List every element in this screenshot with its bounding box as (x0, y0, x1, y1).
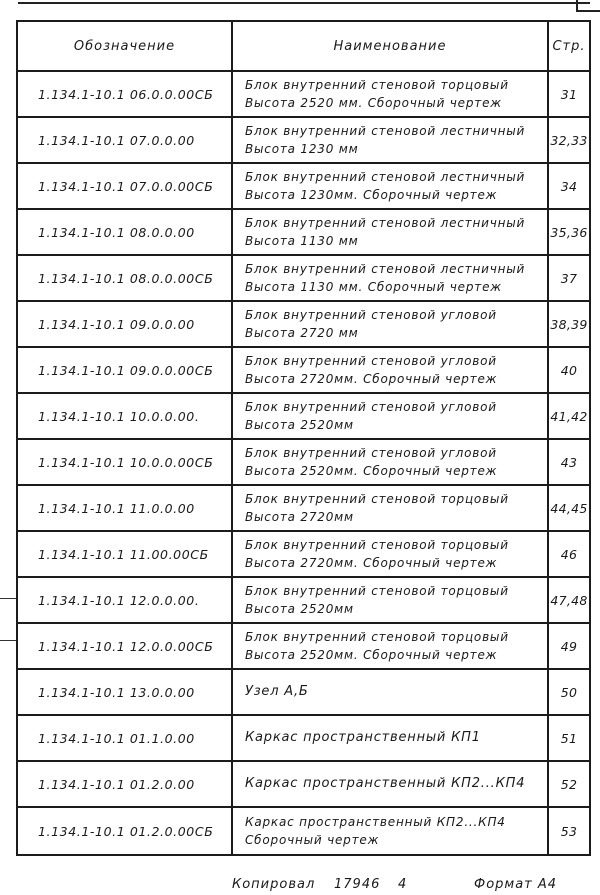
row-page: 50 (548, 669, 590, 715)
row-name-line2: Высота 2720мм. Сборочный чертеж (245, 556, 498, 570)
row-code: 1.134.1-10.1 09.0.0.00СБ (17, 347, 232, 393)
row-page: 46 (548, 531, 590, 577)
row-code: 1.134.1-10.1 06.0.0.00СБ (17, 71, 232, 117)
row-page: 37 (548, 255, 590, 301)
row-name-line2: Высота 1130 мм. Сборочный чертеж (245, 280, 502, 294)
row-name (232, 531, 548, 577)
row-name-line2: Высота 1230мм. Сборочный чертеж (245, 188, 498, 202)
row-name-line2: Высота 2520мм (245, 602, 354, 616)
row-page: 31 (548, 71, 590, 117)
row-code: 1.134.1-10.1 12.0.0.00СБ (17, 623, 232, 669)
row-name-line1: Блок внутренний стеновой угловой (245, 308, 497, 322)
row-name-line2: Высота 2720мм. Сборочный чертеж (245, 372, 498, 386)
row-page: 47,48 (548, 577, 590, 623)
row-name (232, 301, 548, 347)
row-code: 1.134.1-10.1 11.00.00СБ (17, 531, 232, 577)
corner-mark (576, 0, 600, 12)
table-row (17, 439, 590, 485)
table-row (17, 807, 590, 855)
row-page: 49 (548, 623, 590, 669)
row-code: 1.134.1-10.1 07.0.0.00СБ (17, 163, 232, 209)
header-code: Обозначение (17, 21, 232, 71)
row-name (232, 623, 548, 669)
row-name (232, 163, 548, 209)
row-name (232, 209, 548, 255)
row-name-line1: Узел А,Б (245, 684, 309, 699)
sheet-mark: 4 (398, 877, 408, 892)
table-row (17, 209, 590, 255)
row-name (232, 393, 548, 439)
row-name (232, 117, 548, 163)
row-name (232, 485, 548, 531)
footer (0, 874, 600, 895)
row-code: 1.134.1-10.1 01.1.0.00 (17, 715, 232, 761)
row-name (232, 347, 548, 393)
row-page: 53 (548, 807, 590, 855)
row-page: 52 (548, 761, 590, 807)
format-label: Формат А4 (474, 877, 558, 892)
table-row (17, 715, 590, 761)
row-name-line1: Блок внутренний стеновой торцовый (245, 538, 509, 552)
header-name: Наименование (232, 21, 548, 71)
table-row (17, 71, 590, 117)
row-name (232, 577, 548, 623)
row-code: 1.134.1-10.1 13.0.0.00 (17, 669, 232, 715)
row-code: 1.134.1-10.1 11.0.0.00 (17, 485, 232, 531)
specification-table (16, 20, 591, 856)
row-name (232, 807, 548, 855)
row-name-line1: Блок внутренний стеновой лестничный (245, 262, 526, 276)
copied-label: Копировал (232, 877, 316, 892)
row-code: 1.134.1-10.1 08.0.0.00СБ (17, 255, 232, 301)
row-name-line1: Блок внутренний стеновой угловой (245, 446, 497, 460)
table-row (17, 301, 590, 347)
row-name-line2: Высота 2520 мм. Сборочный чертеж (245, 96, 502, 110)
row-name-line2: Высота 1230 мм (245, 142, 359, 156)
row-name-line2: Высота 2720мм (245, 510, 354, 524)
row-name-line1: Блок внутренний стеновой угловой (245, 354, 497, 368)
row-name-line1: Блок внутренний стеновой торцовый (245, 630, 509, 644)
margin-tick (0, 598, 16, 599)
row-name (232, 71, 548, 117)
row-page: 32,33 (548, 117, 590, 163)
row-code: 1.134.1-10.1 10.0.0.00. (17, 393, 232, 439)
row-page: 43 (548, 439, 590, 485)
table-row (17, 485, 590, 531)
row-page: 41,42 (548, 393, 590, 439)
table-header-row (17, 21, 590, 71)
table-row (17, 347, 590, 393)
row-page: 34 (548, 163, 590, 209)
row-name-line1: Блок внутренний стеновой торцовый (245, 78, 509, 92)
row-name-line1: Каркас пространственный КП2...КП4 (245, 776, 526, 791)
row-name (232, 255, 548, 301)
table-row (17, 255, 590, 301)
table-row (17, 163, 590, 209)
table-row (17, 577, 590, 623)
table-row (17, 531, 590, 577)
row-code: 1.134.1-10.1 08.0.0.00 (17, 209, 232, 255)
row-page: 51 (548, 715, 590, 761)
table-row (17, 761, 590, 807)
row-name-line2: Высота 1130 мм (245, 234, 359, 248)
row-name-line2: Высота 2520мм. Сборочный чертеж (245, 648, 498, 662)
row-code: 1.134.1-10.1 12.0.0.00. (17, 577, 232, 623)
top-border-line (18, 2, 590, 4)
row-name-line2: Высота 2520мм (245, 418, 354, 432)
row-page: 40 (548, 347, 590, 393)
row-name (232, 761, 548, 807)
header-page: Стр. (548, 21, 590, 71)
row-code: 1.134.1-10.1 01.2.0.00 (17, 761, 232, 807)
row-name-line1: Блок внутренний стеновой угловой (245, 400, 497, 414)
row-page: 35,36 (548, 209, 590, 255)
row-name (232, 439, 548, 485)
row-name-line1: Блок внутренний стеновой лестничный (245, 124, 526, 138)
row-name-line1: Блок внутренний стеновой лестничный (245, 170, 526, 184)
table-row (17, 117, 590, 163)
row-name-line1: Блок внутренний стеновой лестничный (245, 216, 526, 230)
margin-tick (0, 640, 16, 641)
row-page: 38,39 (548, 301, 590, 347)
row-page: 44,45 (548, 485, 590, 531)
table-row (17, 623, 590, 669)
row-name-line1: Блок внутренний стеновой торцовый (245, 492, 509, 506)
row-name (232, 669, 548, 715)
row-code: 1.134.1-10.1 01.2.0.00СБ (17, 807, 232, 855)
row-name-line1: Каркас пространственный КП1 (245, 730, 481, 745)
row-code: 1.134.1-10.1 09.0.0.00 (17, 301, 232, 347)
row-name-line1: Каркас пространственный КП2...КП4 (245, 815, 506, 829)
row-name-line2: Сборочный чертеж (245, 833, 380, 847)
row-code: 1.134.1-10.1 07.0.0.00 (17, 117, 232, 163)
row-code: 1.134.1-10.1 10.0.0.00СБ (17, 439, 232, 485)
row-name-line2: Высота 2720 мм (245, 326, 359, 340)
row-name-line2: Высота 2520мм. Сборочный чертеж (245, 464, 498, 478)
copied-number: 17946 (334, 877, 381, 892)
row-name (232, 715, 548, 761)
table-row (17, 393, 590, 439)
table-row (17, 669, 590, 715)
row-name-line1: Блок внутренний стеновой торцовый (245, 584, 509, 598)
